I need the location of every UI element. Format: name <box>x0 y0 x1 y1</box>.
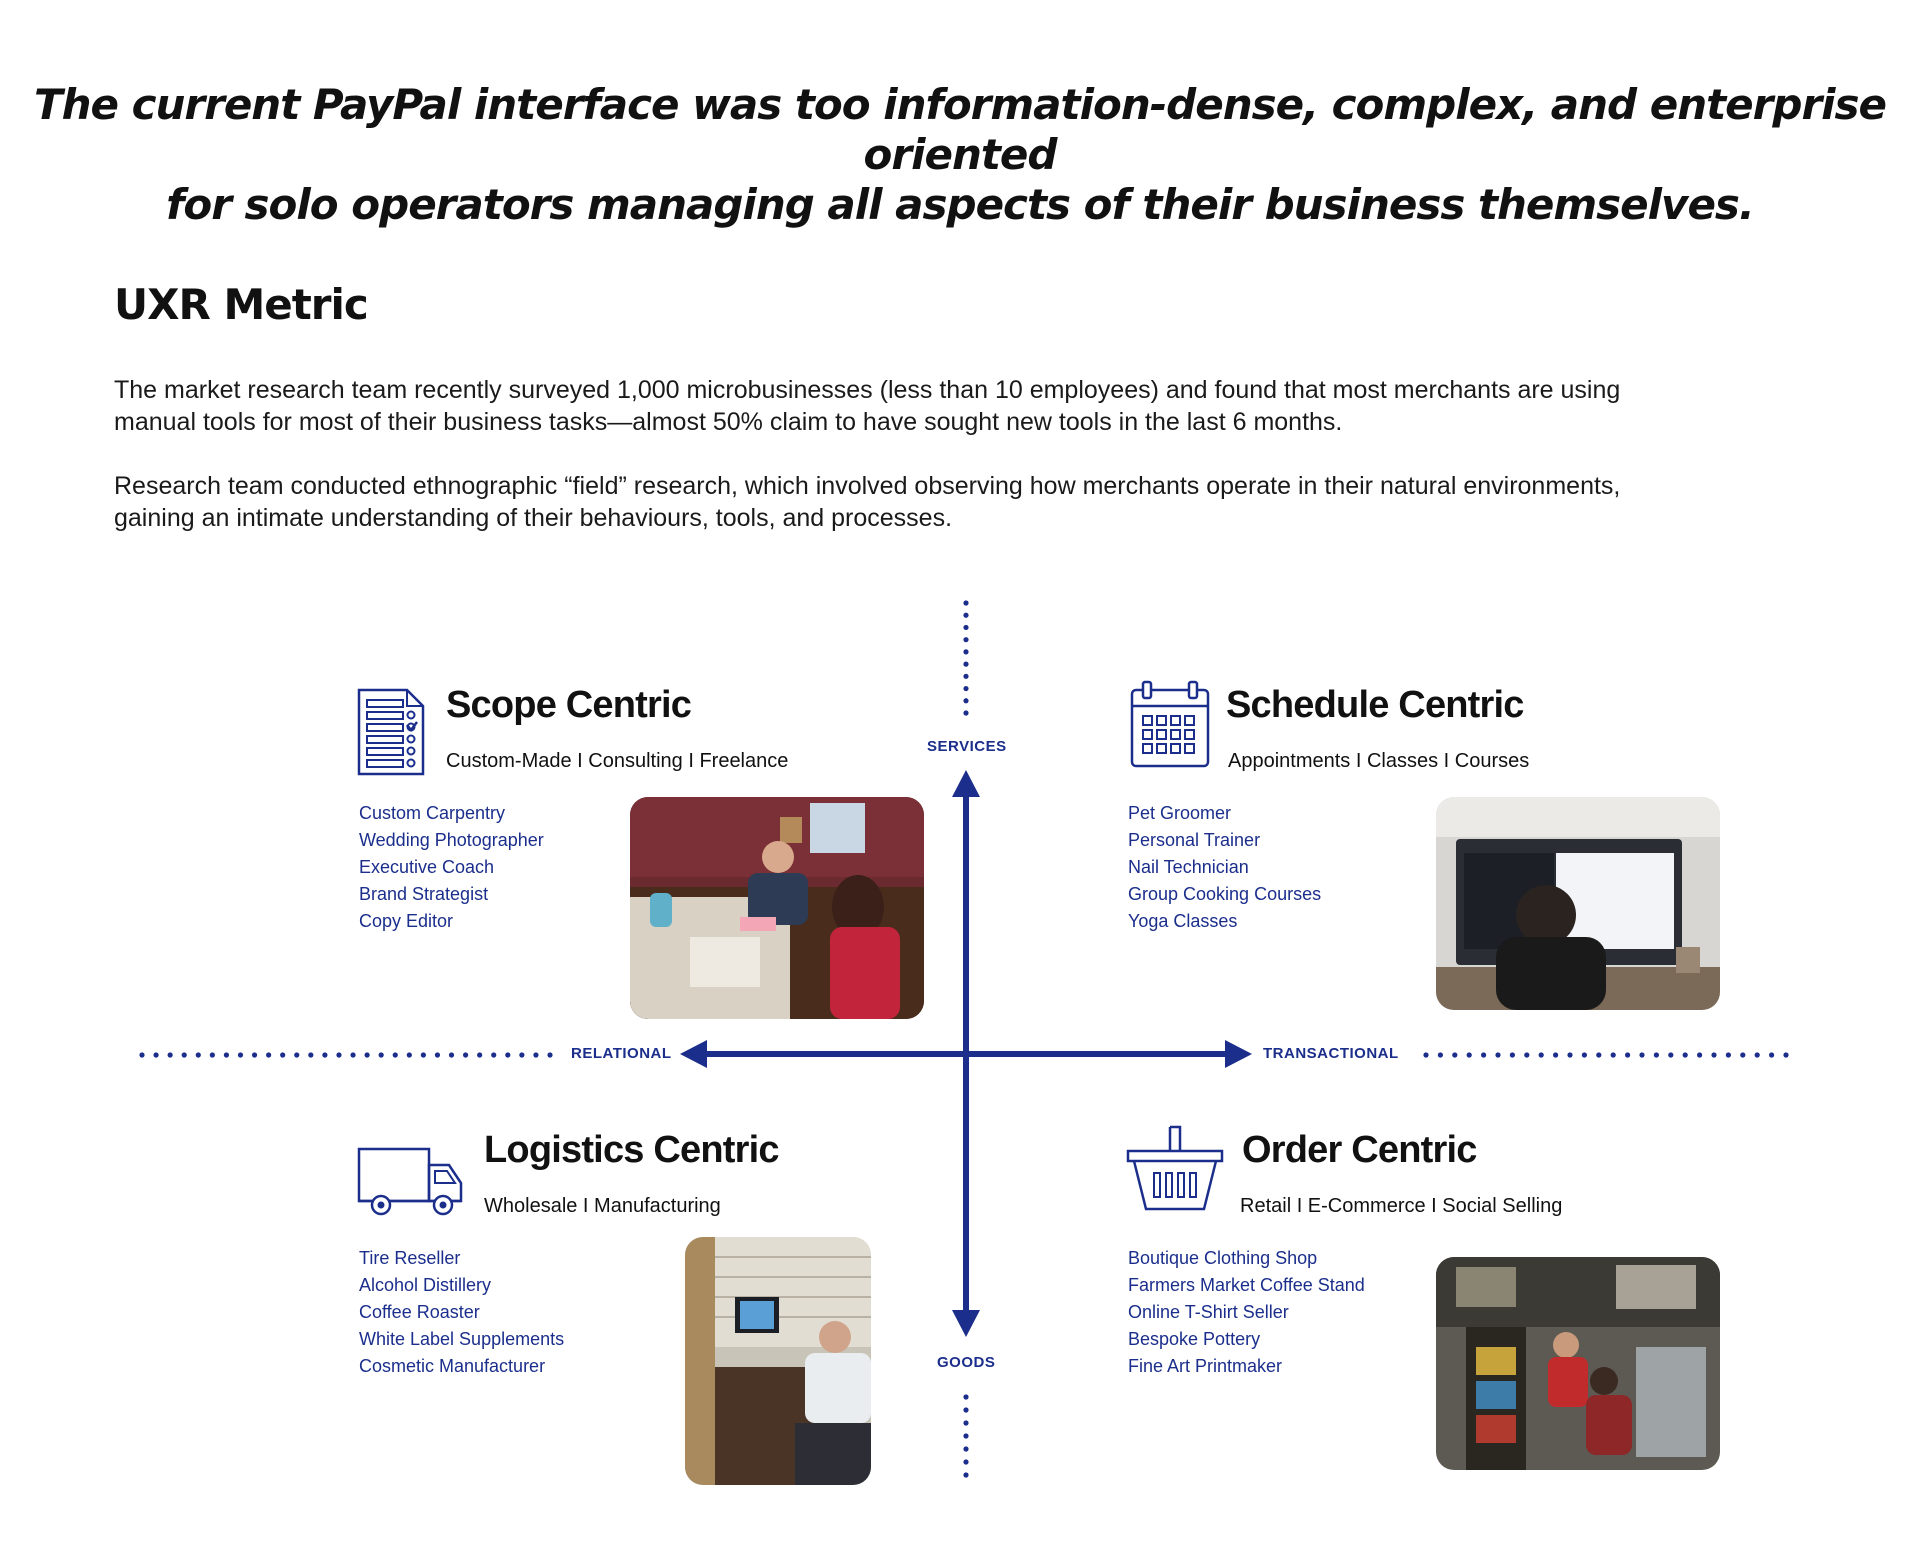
list-item: Tire Reseller <box>359 1248 461 1268</box>
quadrant-title-schedule: Schedule Centric <box>1226 684 1524 726</box>
axis-dot <box>1654 1052 1659 1057</box>
axis-dot <box>963 1446 968 1451</box>
axis-dot <box>379 1052 384 1057</box>
section-title: UXR Metric <box>114 280 368 329</box>
quadrant-subtitle-logistics: Wholesale I Manufacturing <box>484 1195 721 1217</box>
quadrant-title-logistics: Logistics Centric <box>484 1129 779 1171</box>
axis-dot <box>963 600 968 605</box>
dotted-line-left <box>139 1052 552 1057</box>
list-item: Custom Carpentry <box>359 803 506 823</box>
axis-dot <box>280 1052 285 1057</box>
axis-dot <box>963 1472 968 1477</box>
calendar-icon <box>1129 680 1211 770</box>
axis-label-transactional: TRANSACTIONAL <box>1263 1045 1399 1062</box>
axis-dot <box>1596 1052 1601 1057</box>
axis-dot <box>1697 1052 1702 1057</box>
axis-dot <box>963 1459 968 1464</box>
axis-dot <box>322 1052 327 1057</box>
list-item: Pet Groomer <box>1128 803 1232 823</box>
quadrant-subtitle-scope: Custom-Made I Consulting I Freelance <box>446 750 789 772</box>
axis-dot <box>168 1052 173 1057</box>
list-item: Fine Art Printmaker <box>1128 1356 1283 1376</box>
axis-dot <box>1467 1052 1472 1057</box>
axis-dot <box>1625 1052 1630 1057</box>
axis-dot <box>1726 1052 1731 1057</box>
list-item: Boutique Clothing Shop <box>1128 1248 1318 1268</box>
list-item: Coffee Roaster <box>359 1302 480 1322</box>
dotted-line-right <box>1423 1052 1788 1057</box>
axis-dot <box>1582 1052 1587 1057</box>
photo-logistics-office <box>685 1237 871 1485</box>
dotted-line-top <box>963 600 968 715</box>
axis-dot <box>963 649 968 654</box>
axis-dot <box>224 1052 229 1057</box>
axis-dot <box>963 625 968 630</box>
list-item: Alcohol Distillery <box>359 1275 492 1295</box>
axis-dot <box>519 1052 524 1057</box>
quadrant-subtitle-order: Retail I E-Commerce I Social Selling <box>1240 1195 1563 1217</box>
axis-dot <box>963 1394 968 1399</box>
ethnography-paragraph-line-1: Research team conducted ethnographic “field” research, which involved observing how merchants operate in their natural environments, <box>114 472 1621 500</box>
axis-dot <box>963 674 968 679</box>
quadrant-list-scope <box>359 800 544 935</box>
headline-line-1: The current PayPal interface was too information-dense, complex, and enterprise oriented <box>33 80 1887 179</box>
axis-dot <box>963 1433 968 1438</box>
arrow-left <box>680 1040 707 1068</box>
quadrant-title-order: Order Centric <box>1242 1129 1477 1171</box>
axis-dot <box>963 1420 968 1425</box>
axis-dot <box>266 1052 271 1057</box>
axis-dot <box>336 1052 341 1057</box>
axis-dot <box>421 1052 426 1057</box>
axis-dot <box>365 1052 370 1057</box>
axis-dot <box>182 1052 187 1057</box>
list-item: Executive Coach <box>359 857 495 877</box>
arrow-right <box>1225 1040 1252 1068</box>
axis-dot <box>238 1052 243 1057</box>
axis-dot <box>308 1052 313 1057</box>
truck-icon <box>357 1145 465 1217</box>
quadrant-list-schedule <box>1128 800 1321 935</box>
axis-dot <box>1567 1052 1572 1057</box>
axis-dot <box>1510 1052 1515 1057</box>
photo-schedule-computer <box>1436 797 1720 1010</box>
basket-icon <box>1126 1125 1224 1213</box>
axis-dot <box>963 1407 968 1412</box>
axis-dot <box>505 1052 510 1057</box>
axis-dot <box>963 637 968 642</box>
axis-dot <box>1711 1052 1716 1057</box>
axis-dot <box>196 1052 201 1057</box>
axis-dot <box>463 1052 468 1057</box>
arrow-up <box>952 770 980 797</box>
axis-dot <box>963 710 968 715</box>
axis-dot <box>139 1052 144 1057</box>
axis-label-services: SERVICES <box>927 738 1007 755</box>
list-item: Bespoke Pottery <box>1128 1329 1261 1349</box>
axis-dot <box>210 1052 215 1057</box>
list-item: Nail Technician <box>1128 857 1249 877</box>
axis-dot <box>533 1052 538 1057</box>
list-item: Yoga Classes <box>1128 911 1238 931</box>
axis-dot <box>153 1052 158 1057</box>
axis-dot <box>547 1052 552 1057</box>
axis-dot <box>1452 1052 1457 1057</box>
list-item: Wedding Photographer <box>359 830 544 850</box>
axis-dot <box>252 1052 257 1057</box>
photo-scope-consultation <box>630 797 924 1019</box>
axis-dot <box>963 613 968 618</box>
axis-dot <box>1611 1052 1616 1057</box>
axis-dot <box>1668 1052 1673 1057</box>
list-item: Copy Editor <box>359 911 454 931</box>
axis-dot <box>1553 1052 1558 1057</box>
quadrant-list-order <box>1128 1245 1365 1380</box>
quadrant-list-logistics <box>359 1245 564 1380</box>
axis-dot <box>963 686 968 691</box>
quadrant-title-scope: Scope Centric <box>446 684 692 726</box>
axis-dot <box>435 1052 440 1057</box>
axis-dot <box>477 1052 482 1057</box>
list-item: Online T-Shirt Seller <box>1128 1302 1289 1322</box>
axis-dot <box>1683 1052 1688 1057</box>
axis-label-relational: RELATIONAL <box>571 1045 672 1062</box>
axis-label-goods: GOODS <box>937 1354 996 1371</box>
axis-dot <box>1423 1052 1428 1057</box>
list-item: Group Cooking Courses <box>1128 884 1322 904</box>
list-item: Brand Strategist <box>359 884 489 904</box>
survey-paragraph-line-2: manual tools for most of their business tasks—almost 50% claim to have sought new tools in the last 6 months. <box>114 408 1343 436</box>
axis-dot <box>393 1052 398 1057</box>
checklist-icon <box>357 688 427 778</box>
photo-order-shop <box>1436 1257 1720 1470</box>
ethnography-paragraph-line-2: gaining an intimate understanding of their behaviours, tools, and processes. <box>114 504 953 532</box>
list-item: Cosmetic Manufacturer <box>359 1356 546 1376</box>
list-item: White Label Supplements <box>359 1329 565 1349</box>
headline-line-2: for solo operators managing all aspects of their business themselves. <box>166 180 1754 229</box>
axis-dot <box>1438 1052 1443 1057</box>
arrow-down <box>952 1310 980 1337</box>
axis-dot <box>491 1052 496 1057</box>
axis-dot <box>407 1052 412 1057</box>
axis-dot <box>1539 1052 1544 1057</box>
axis-dot <box>1639 1052 1644 1057</box>
axis-dot <box>294 1052 299 1057</box>
axis-dot <box>1524 1052 1529 1057</box>
axis-dot <box>1769 1052 1774 1057</box>
axis-dot <box>1783 1052 1788 1057</box>
axis-dot <box>1495 1052 1500 1057</box>
axis-dot <box>1755 1052 1760 1057</box>
axis-dot <box>350 1052 355 1057</box>
list-item: Farmers Market Coffee Stand <box>1128 1275 1365 1295</box>
survey-paragraph-line-1: The market research team recently surveyed 1,000 microbusinesses (less than 10 employees) and found that most merchants are using <box>114 376 1621 404</box>
quadrant-subtitle-schedule: Appointments I Classes I Courses <box>1228 750 1530 772</box>
axis-dot <box>963 698 968 703</box>
axis-dot <box>1740 1052 1745 1057</box>
axis-dot <box>1481 1052 1486 1057</box>
axis-dot <box>449 1052 454 1057</box>
list-item: Personal Trainer <box>1128 830 1261 850</box>
axis-dot <box>963 662 968 667</box>
dotted-line-bottom <box>963 1394 968 1477</box>
